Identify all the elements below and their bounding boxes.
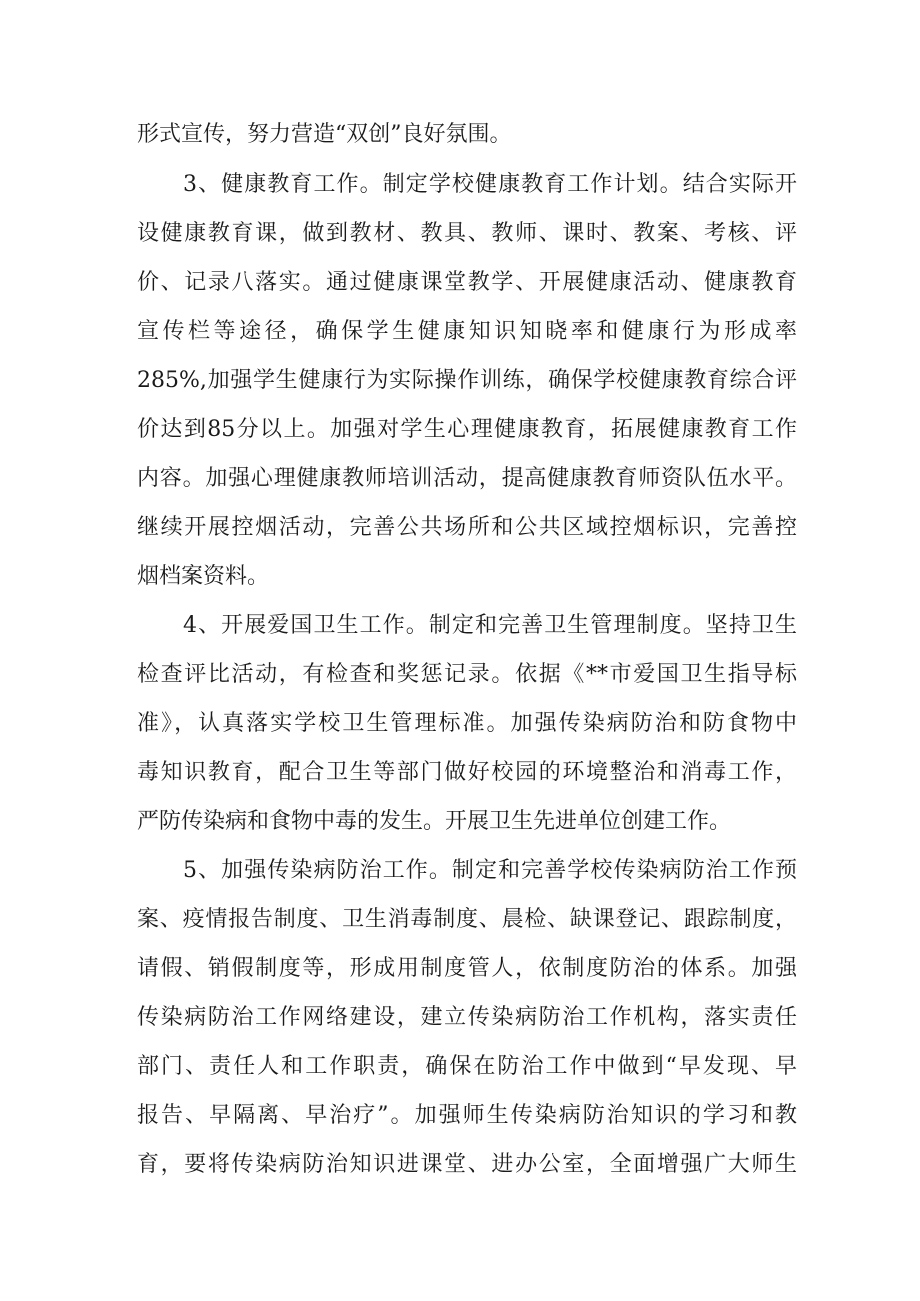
text-line: 育，要将传染病防治知识进课堂、进办公室，全面增强广大师生	[137, 1152, 797, 1177]
text-line: 设健康教育课，做到教材、教具、教师、课时、教案、考核、评	[137, 221, 797, 246]
text-line: 请假、销假制度等，形成用制度管人，依制度防治的体系。加强	[137, 956, 797, 981]
text-line: 严防传染病和食物中毒的发生。开展卫生先进单位创建工作。	[137, 809, 732, 834]
text-line: 报告、早隔离、早治疗”。加强师生传染病防治知识的学习和教	[137, 1103, 797, 1128]
text-line: 烟档案资料。	[137, 564, 270, 589]
text-line: 宣传栏等途径，确保学生健康知识知晓率和健康行为形成率	[137, 319, 797, 344]
paragraph-3-heading-line: 3、健康教育工作。制定学校健康教育工作计划。结合实际开	[183, 172, 797, 197]
text-line: 价达到85分以上。加强对学生心理健康教育，拓展健康教育工作	[137, 417, 797, 442]
text-line: 形式宣传，努力营造“双创”良好氛围。	[137, 122, 512, 147]
text-line: 传染病防治工作网络建设，建立传染病防治工作机构，落实责任	[137, 1005, 797, 1030]
text-line: 部门、责任人和工作职责，确保在防治工作中做到“早发现、早	[137, 1054, 797, 1079]
text-line: 检查评比活动，有检查和奖惩记录。依据《**市爱国卫生指导标	[137, 662, 797, 687]
paragraph-4-heading-line: 4、开展爱国卫生工作。制定和完善卫生管理制度。坚持卫生	[183, 613, 797, 638]
text-line: 价、记录八落实。通过健康课堂教学、开展健康活动、健康教育	[137, 270, 797, 295]
text-line: 285%,加强学生健康行为实际操作训练，确保学校健康教育综合评	[137, 368, 797, 393]
text-line: 毒知识教育，配合卫生等部门做好校园的环境整治和消毒工作，	[137, 760, 797, 785]
text-line: 准》，认真落实学校卫生管理标准。加强传染病防治和防食物中	[137, 711, 797, 736]
paragraph-5-heading-line: 5、加强传染病防治工作。制定和完善学校传染病防治工作预	[183, 858, 797, 883]
text-line: 案、疫情报告制度、卫生消毒制度、晨检、缺课登记、跟踪制度，	[137, 907, 797, 932]
text-line: 内容。加强心理健康教师培训活动，提高健康教育师资队伍水平。	[137, 466, 797, 491]
text-line: 继续开展控烟活动，完善公共场所和公共区域控烟标识，完善控	[137, 515, 797, 540]
